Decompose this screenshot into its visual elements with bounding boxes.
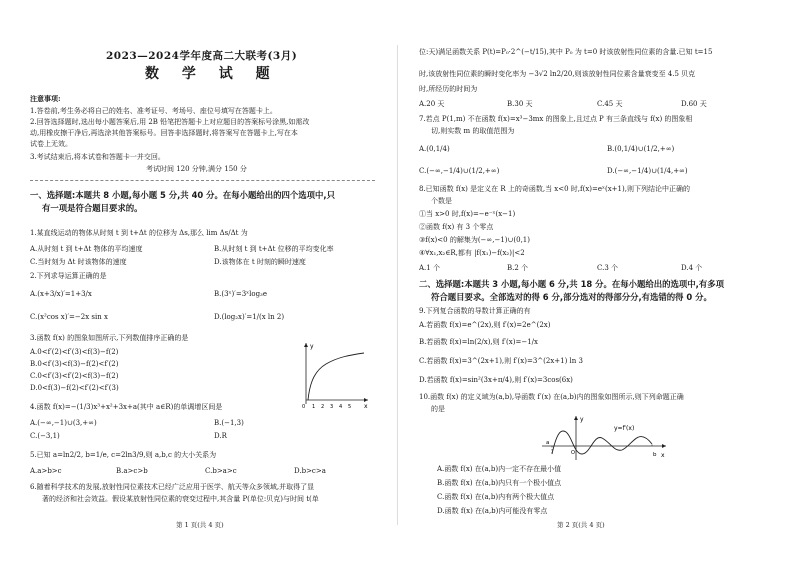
q8-statement-3: ③f(x)<0 的解集为(−∞,−1)∪(0,1) [419, 236, 530, 244]
q7-option-d: D.(−∞,−1/4)∪(1/4,+∞) [607, 167, 688, 175]
q8-stem: 8.已知函数 f(x) 是定义在 R 上的奇函数,当 x<0 时,f(x)=eˣ(x+1),则下列结论中正确的 [419, 185, 690, 193]
section-2-heading-cont: 符合题目要求。全部选对的得 6 分,部分选对的得部分分,有选错的得 0 分。 [431, 292, 712, 302]
x-axis-arrow [364, 398, 368, 402]
page-footer: 第 2 页(共 4 页) [557, 521, 605, 529]
q6-cont-line: 时,该放射性同位素的瞬时变化率为 −3√2 ln2/20,则该放射性同位素含量衰变至 4.5 贝克 [419, 70, 696, 78]
q6-cont-line: 位:天)满足函数关系 P(t)=P₀·2^(−t/15),其中 P₀ 为 t=0 时该放射性同位素的含量.已知 t=15 [419, 48, 713, 56]
note-line: 试卷上无效。 [30, 140, 72, 148]
q2-option-c: C.(x²cos x)′=−2x sin x [30, 313, 108, 321]
q8-option-b: B.2 个 [507, 264, 529, 272]
q5-option-d: D.b>c>a [294, 467, 326, 475]
exam-subtitle: 数 学 试 题 [145, 66, 279, 82]
q8-option-a: A.1 个 [419, 264, 440, 272]
graph-a-label: a [546, 440, 550, 446]
q1-option-b: B.从时刻 t 到 t+Δt 位移的平均变化率 [214, 245, 334, 253]
q1-stem: 1.某直线运动的物体从时刻 t 到 t+Δt 的位移为 Δs,那么 lim Δs/Δt 为 [30, 229, 248, 237]
q4-option-a: A.(−∞,−1)∪(3,+∞) [30, 419, 97, 427]
graph-tick-0: 0 [302, 404, 306, 408]
section-2-heading: 二、选择题:本题共 3 小题,每小题 6 分,共 18 分。在每小题给出的选项中,有多项 [419, 279, 724, 289]
graph-y-label: y [580, 416, 584, 423]
q3-option-b: B.0<f′(3)<f(3)−f(2)<f′(2) [30, 360, 119, 368]
x-axis-arrow [662, 444, 666, 448]
q1-option-c: C.当时刻为 Δt 时该物体的速度 [30, 258, 127, 266]
q10-option-c: C.函数 f(x) 在(a,b)内有两个极大值点 [437, 493, 555, 501]
graph-tick-2: 2 [321, 404, 325, 408]
q3-option-a: A.0<f′(2)<f′(3)<f(3)−f(2) [30, 348, 119, 356]
q6-cont-line: 时,所经历的时间为 [419, 85, 478, 93]
q5-stem: 5.已知 a=ln2/2, b=1/e, c=2ln3/9,则 a,b,c 的大小关系为 [30, 451, 217, 459]
q3-option-c: C.0<f′(3)<f′(2)<f(3)−f(2) [30, 372, 119, 380]
q9-option-a: A.若函数 f(x)=e^(2x),则 f′(x)=2e^(2x) [419, 321, 551, 329]
notes-heading: 注意事项: [30, 94, 61, 103]
q5-option-c: C.b>a>c [205, 467, 237, 475]
q2-option-a: A.(x+3/x)′=1+3/x [30, 290, 92, 298]
graph-x-label: x [364, 403, 368, 408]
q7-option-b: B.(0,1/4)∪(1/2,+∞) [607, 145, 675, 153]
q4-stem: 4.函数 f(x)=−(1/3)x³+x²+3x+a(其中 a∈R)的单调增区间是 [30, 403, 223, 411]
q4-option-d: D.R [214, 432, 227, 440]
q4-option-c: C.(−3,1) [30, 432, 60, 440]
q9-option-d: D.若函数 f(x)=sin²(3x+π/4),则 f′(x)=3cos(6x) [419, 376, 573, 384]
q7-stem-cont: 切,则实数 m 的取值范围为 [431, 127, 515, 135]
q1-option-d: D.该物体在 t 时刻的瞬时速度 [214, 258, 306, 266]
q9-option-b: B.若函数 f(x)=ln(2/x),则 f′(x)=−1/x [419, 338, 538, 346]
section-1-heading: 一、选择题:本题共 8 小题,每小题 5 分,共 40 分。在每小题给出的四个选项中,只 [30, 190, 335, 200]
graph-tick-4: 4 [339, 404, 343, 408]
q3-option-d: D.0<f(3)−f(2)<f′(2)<f′(3) [30, 384, 119, 392]
q6-stem-line: 著的经济和社会效益。假设某放射性同位素的衰变过程中,其含量 P(单位:贝克)与时间 t(单 [42, 495, 319, 503]
note-line: 动,用橡皮擦干净后,再选涂其他答案标号。回答非选择题时,将答案写在答题卡上,写在本 [30, 129, 298, 137]
note-line: 3.考试结束后,将本试卷和答题卡一并交回。 [30, 153, 165, 161]
q9-stem: 9.下列复合函数的导数计算正确的有 [419, 307, 531, 315]
note-line: 2.回答选择题时,选出每小题答案后,用 2B 铅笔把答题卡上对应题目的答案标号涂黑,如需改 [30, 118, 310, 126]
q10-option-b: B.函数 f(x) 在(a,b)内只有一个极小值点 [437, 479, 562, 487]
q8-statement-4: ④∀x₁,x₂∈R,都有 |f(x₁)−f(x₂)|<2 [419, 249, 525, 257]
q10-option-d: D.函数 f(x) 在(a,b)内可能没有零点 [437, 507, 548, 515]
graph-x-label: x [661, 452, 665, 459]
graph-b-label: b [653, 452, 657, 458]
q3-function-graph [296, 340, 370, 408]
q2-option-d: D.(log₂x)′=1/(x ln 2) [214, 313, 285, 321]
derivative-curve [552, 431, 652, 454]
q8-option-d: D.4 个 [681, 264, 703, 272]
q5-option-a: A.a>b>c [30, 467, 62, 475]
exam-info: 考试时间 120 分钟,满分 150 分 [146, 165, 247, 173]
exam-title: 2023—2024学年度高二大联考(3月) [106, 50, 298, 62]
q10-stem-cont: 的是 [431, 405, 445, 413]
note-line: 1.答卷前,考生务必将自己的姓名、准考证号、考场号、座位号填写在答题卡上。 [30, 107, 277, 115]
q10-stem: 10.函数 f(x) 的定义域为(a,b),导函数 f′(x) 在(a,b)内的图象如图所示,则下列命题正确 [419, 393, 684, 401]
graph-tick-3: 3 [330, 404, 334, 408]
q3-stem: 3.函数 f(x) 的图象如图所示,下列数值排序正确的是 [30, 334, 189, 342]
graph-y-label: y [310, 343, 314, 350]
page-footer: 第 1 页(共 4 页) [176, 521, 224, 529]
q2-option-b: B.(3ˣ)′=3ˣlog₃e [214, 290, 268, 298]
q8-option-c: C.3 个 [597, 264, 619, 272]
page-2 [397, 0, 794, 562]
graph-origin: O [571, 450, 575, 456]
y-axis-arrow [304, 343, 308, 347]
q7-stem: 7.若点 P(1,m) 不在函数 f(x)=x³−3mx 的图象上,且过点 P 有三条直线与 f(x) 的图象相 [419, 115, 693, 123]
q5-option-b: B.a>c>b [116, 467, 148, 475]
q8-statement-1: ①当 x>0 时,f(x)=−e⁻ˣ(x−1) [419, 210, 516, 218]
q10-derivative-graph [540, 414, 670, 462]
q7-option-a: A.(0,1/4) [419, 145, 450, 153]
q7-option-c: C.(−∞,−1/4)∪(1/2,+∞) [419, 167, 500, 175]
y-axis-arrow [574, 416, 578, 420]
q1-option-a: A.从时刻 t 到 t+Δt 物体的平均速度 [30, 245, 143, 253]
q6-option-a: A.20 天 [419, 100, 445, 108]
q10-option-a: A.函数 f(x) 在(a,b)内一定不存在最小值 [437, 465, 562, 473]
q6-option-c: C.45 天 [597, 100, 623, 108]
section-1-heading-cont: 有一项是符合题目要求的。 [42, 203, 143, 213]
q8-stem-cont: 个数是 [431, 197, 452, 205]
q9-option-c: C.若函数 f(x)=3^(2x+1),则 f′(x)=3^(2x+1) ln 3 [419, 357, 583, 365]
q6-stem-line: 6.随着科学技术的发展,放射性同位素技术已经广泛应用于医学、航天等众多领域,并取得了显 [30, 483, 315, 491]
function-curve [308, 353, 364, 400]
graph-tick-1: 1 [312, 404, 316, 408]
graph-tick-5: 5 [348, 404, 352, 408]
q2-stem: 2.下列求导运算正确的是 [30, 272, 107, 280]
dashed-separator [30, 180, 375, 181]
curve-label: y=f′(x) [614, 425, 635, 432]
q6-option-d: D.60 天 [681, 100, 707, 108]
q6-option-b: B.30 天 [507, 100, 533, 108]
q8-statement-2: ②函数 f(x) 有 3 个零点 [419, 223, 494, 231]
q4-option-b: B.(−1,3) [214, 419, 244, 427]
